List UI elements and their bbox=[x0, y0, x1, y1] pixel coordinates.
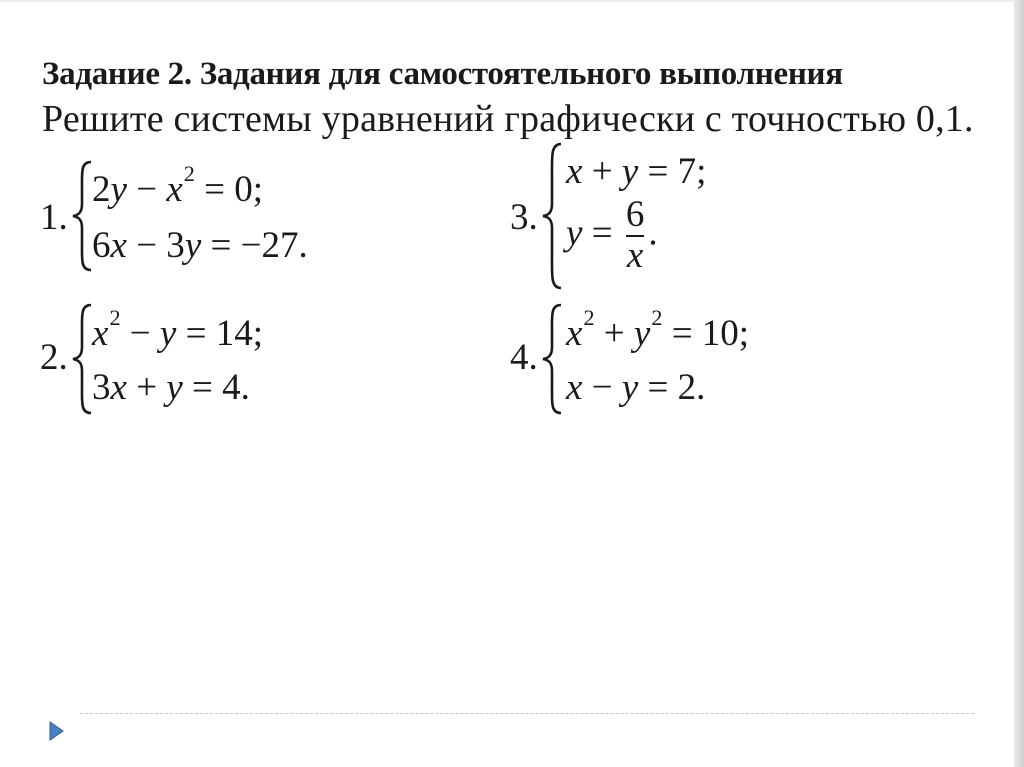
equation-1: x + y = 7; bbox=[566, 151, 707, 192]
system-number: 4. bbox=[510, 337, 538, 378]
equation-2: 3x + y = 4. bbox=[92, 367, 250, 408]
fraction: $\frac{6}{x}$ bbox=[625, 194, 645, 276]
footer-divider bbox=[80, 713, 974, 714]
equation-1: $x^2 - y = 14$; bbox=[92, 305, 263, 354]
system-brace bbox=[70, 303, 94, 415]
system-brace bbox=[540, 303, 564, 415]
system-number: 2. bbox=[40, 337, 68, 378]
slide-right-edge bbox=[1014, 0, 1024, 767]
system-number: 3. bbox=[510, 197, 538, 238]
slide-title: Задание 2. Задания для самостоятельного выполнения bbox=[42, 56, 843, 92]
equation-2: y = $\frac{6}{x}$ . bbox=[566, 194, 658, 276]
next-slide-arrow-icon[interactable] bbox=[46, 720, 66, 742]
equation-2: 6x − 3y = −27. bbox=[92, 225, 308, 266]
system-brace bbox=[70, 160, 94, 272]
slide-top-edge bbox=[0, 0, 1024, 2]
equation-2: x − y = 2. bbox=[566, 367, 706, 408]
slide-subtitle: Решите системы уравнений графически с точностью 0,1. bbox=[42, 98, 974, 140]
system-number: 1. bbox=[40, 197, 68, 238]
system-brace bbox=[540, 142, 564, 290]
equation-1: $2y - x^2 = 0$; bbox=[92, 161, 263, 210]
equation-1: $x^2 + y^2 = 10$; bbox=[566, 305, 750, 354]
